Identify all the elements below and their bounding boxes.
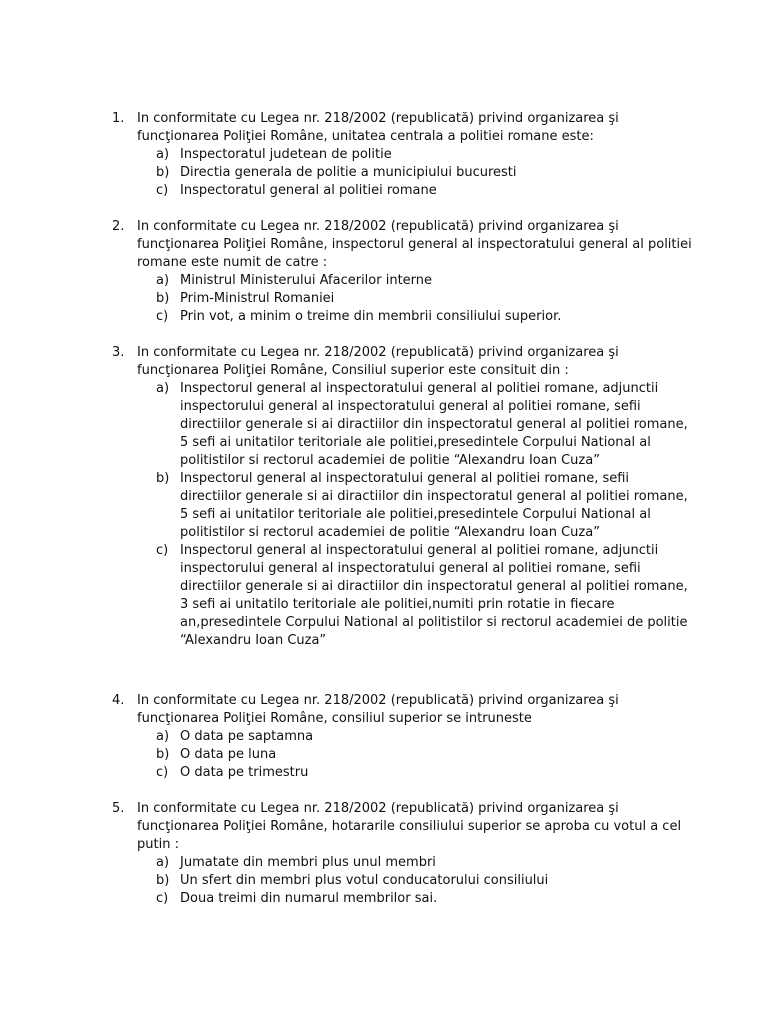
option-line: Inspectoratul general al politiei romane <box>180 183 437 198</box>
option-text <box>180 728 700 746</box>
option-line: directiilor generale si ai diractiilor din inspectoratul general al politiei romane, <box>180 579 688 594</box>
option-text <box>180 272 700 290</box>
option-line: Inspectorul general al inspectoratului general al politiei romane, adjunctii <box>180 543 659 558</box>
question-number: 1. <box>112 111 125 126</box>
option-label: a) <box>156 729 170 744</box>
option-line: inspectorului general al inspectoratului general al politiei romane, sefii <box>180 561 641 576</box>
option-text <box>180 854 700 872</box>
option-line: 5 sefi ai unitatilor teritoriale ale politiei,presedintele Corpului National al <box>180 507 651 522</box>
option-line: politistilor si rectorul academiei de politie “Alexandru Ioan Cuza” <box>180 453 600 468</box>
question-line: funcţionarea Poliţiei Române, consiliul superior se intruneste <box>137 711 532 726</box>
option-line: Prim-Ministrul Romaniei <box>180 291 335 306</box>
question-text <box>137 692 697 728</box>
question-number: 3. <box>112 345 125 360</box>
option-line: “Alexandru Ioan Cuza” <box>180 633 327 648</box>
option-line: an,presedintele Corpului National al politistilor si rectorul academiei de politie <box>180 615 688 630</box>
option-line: Jumatate din membri plus unul membri <box>180 855 436 870</box>
question-line: romane este numit de catre : <box>137 255 328 270</box>
option-line: directiilor generale si ai diractiilor din inspectoratul general al politiei romane, <box>180 417 688 432</box>
option-line: Un sfert din membri plus votul conducatorului consiliului <box>180 873 549 888</box>
option-line: 3 sefi ai unitatilo teritoriale ale politiei,numiti prin rotatie in fiecare <box>180 597 615 612</box>
option-line: Inspectoratul judetean de politie <box>180 147 392 162</box>
option-text <box>180 380 700 470</box>
question-line: funcţionarea Poliţiei Române, Consiliul superior este consituit din : <box>137 363 569 378</box>
option-text <box>180 890 700 908</box>
option-line: Inspectorul general al inspectoratului general al politiei romane, sefii <box>180 471 630 486</box>
option-line: Directia generala de politie a municipiului bucuresti <box>180 165 517 180</box>
option-label: a) <box>156 855 170 870</box>
question-line: In conformitate cu Legea nr. 218/2002 (republicată) privind organizarea şi <box>137 111 619 126</box>
option-line: O data pe saptamna <box>180 729 314 744</box>
option-text <box>180 746 700 764</box>
question-text <box>137 800 697 854</box>
option-text <box>180 290 700 308</box>
option-text <box>180 182 700 200</box>
option-label: c) <box>156 765 169 780</box>
question-text <box>137 344 697 380</box>
option-text <box>180 146 700 164</box>
question-line: In conformitate cu Legea nr. 218/2002 (republicată) privind organizarea şi <box>137 219 619 234</box>
question-line: funcţionarea Poliţiei Române, inspectorul general al inspectoratului general al politiei <box>137 237 692 252</box>
question-text <box>137 218 697 272</box>
option-text <box>180 764 700 782</box>
option-label: b) <box>156 291 170 306</box>
option-label: c) <box>156 309 169 324</box>
option-line: Prin vot, a minim o treime din membrii consiliului superior. <box>180 309 562 324</box>
option-line: Ministrul Ministerului Afacerilor interne <box>180 273 433 288</box>
question-number: 2. <box>112 219 125 234</box>
option-text <box>180 470 700 542</box>
option-line: 5 sefi ai unitatilor teritoriale ale politiei,presedintele Corpului National al <box>180 435 651 450</box>
question-text <box>137 110 697 146</box>
question-number: 4. <box>112 693 125 708</box>
option-label: b) <box>156 873 170 888</box>
option-line: Doua treimi din numarul membrilor sai. <box>180 891 438 906</box>
question-line: In conformitate cu Legea nr. 218/2002 (republicată) privind organizarea şi <box>137 345 619 360</box>
option-label: a) <box>156 273 170 288</box>
option-label: a) <box>156 147 170 162</box>
option-label: c) <box>156 543 169 558</box>
question-line: In conformitate cu Legea nr. 218/2002 (republicată) privind organizarea şi <box>137 801 619 816</box>
option-text <box>180 308 700 326</box>
option-label: b) <box>156 471 170 486</box>
option-label: c) <box>156 183 169 198</box>
option-line: Inspectorul general al inspectoratului general al politiei romane, adjunctii <box>180 381 659 396</box>
question-line: funcţionarea Poliţiei Române, unitatea centrala a politiei romane este: <box>137 129 594 144</box>
question-line: In conformitate cu Legea nr. 218/2002 (republicată) privind organizarea şi <box>137 693 619 708</box>
option-label: b) <box>156 165 170 180</box>
option-label: c) <box>156 891 169 906</box>
question-line: funcţionarea Poliţiei Române, hotararile consiliului superior se aproba cu votul a cel <box>137 819 682 834</box>
option-label: a) <box>156 381 170 396</box>
option-text <box>180 872 700 890</box>
option-line: O data pe trimestru <box>180 765 309 780</box>
option-text <box>180 164 700 182</box>
question-number: 5. <box>112 801 125 816</box>
question-line: putin : <box>137 837 179 852</box>
option-line: politistilor si rectorul academiei de politie “Alexandru Ioan Cuza” <box>180 525 600 540</box>
option-line: directiilor generale si ai diractiilor din inspectoratul general al politiei romane, <box>180 489 688 504</box>
option-label: b) <box>156 747 170 762</box>
option-line: O data pe luna <box>180 747 277 762</box>
option-line: inspectorului general al inspectoratului general al politiei romane, sefii <box>180 399 641 414</box>
option-text <box>180 542 700 650</box>
